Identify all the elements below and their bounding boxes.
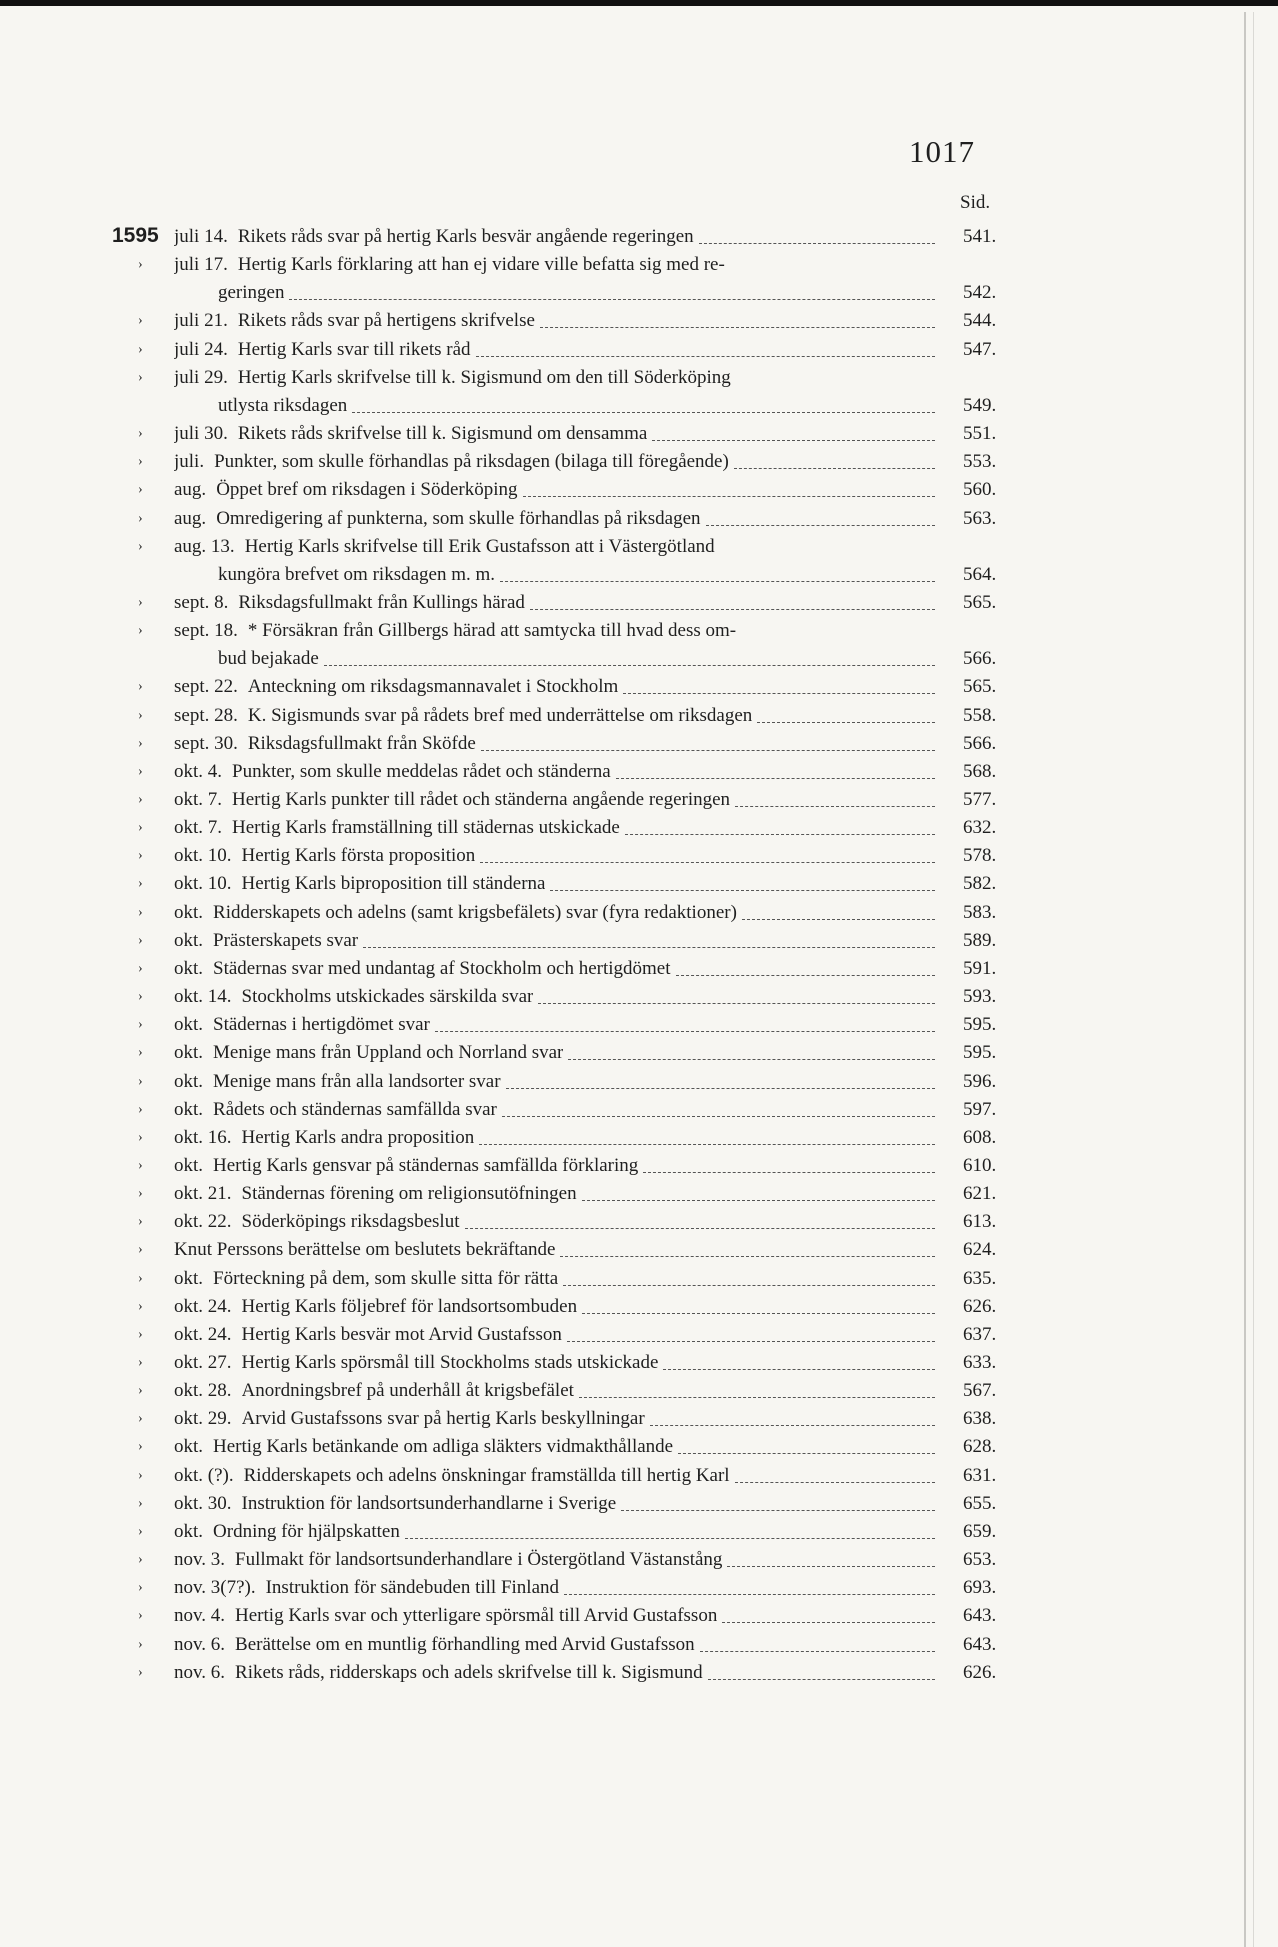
ditto-mark: › [138,1636,143,1652]
entry-page-number: 578. [963,845,997,867]
entry-date: okt. [174,1098,204,1120]
entry-page-number: 633. [963,1352,997,1373]
toc-entry [174,449,939,475]
ditto-mark: › [138,1242,143,1258]
toc-entry [174,731,939,757]
entry-title: K. Sigismunds svar på rådets bref med underrättelse om riksdagen [247,704,753,726]
entry-page-number: 566. [963,732,997,754]
entry-title: Menige mans från alla landsorter svar [213,1070,501,1092]
ditto-mark: › [138,960,143,976]
dot-leader [289,298,935,300]
dot-leader [465,1227,936,1229]
entry-date: okt. 24. [174,1295,232,1317]
entry-title: Hertig Karls besvär mot Arvid Gustafsson [241,1323,562,1345]
entry-date: okt. [174,1436,204,1458]
entry-page-number: 566. [963,648,997,670]
toc-entry [174,1519,939,1545]
entry-title: * Försäkran från Gillbergs härad att samtycka till hvad dess om- [247,620,737,642]
toc-entry [174,1378,939,1404]
entry-page-number: 621. [963,1183,997,1205]
toc-entry [174,1603,939,1629]
toc-entry [174,1463,939,1489]
dot-leader [567,1340,935,1342]
ditto-mark: › [138,454,143,470]
entry-title: Hertig Karls första proposition [241,845,476,867]
toc-entry [174,843,939,869]
entry-date: nov. 6. [174,1661,226,1683]
ditto-mark: › [138,257,143,273]
toc-entry [174,1406,939,1432]
entry-date: okt. [174,1520,204,1542]
toc-entry [174,252,939,278]
entry-date: okt. [174,901,204,923]
entry-title: Hertig Karls spörsmål till Stockholms stads utskickade [241,1352,659,1373]
entry-title: Riksdagsfullmakt från Kullings härad [238,591,525,613]
entry-page-number: 564. [963,563,997,585]
ditto-mark: › [138,1355,143,1370]
entry-date: nov. 6. [174,1633,226,1655]
entry-title: Rikets råds svar på hertigens skrifvelse [237,310,535,332]
entry-page-number: 567. [963,1380,997,1402]
dot-leader [564,1593,935,1595]
entry-date: sept. 18. [174,620,238,642]
toc-entry [174,308,939,334]
ditto-mark: › [138,1270,143,1286]
dot-leader [735,805,935,807]
entry-date: okt. 21. [174,1183,232,1205]
dot-leader [742,918,935,920]
toc-entry [174,590,939,616]
dot-leader [502,1115,935,1117]
entry-date: sept. 30. [174,732,238,754]
toc-entry [174,1097,939,1123]
dot-leader [643,1171,935,1173]
toc-entry [174,1266,939,1292]
entry-title: Instruktion för sändebuden till Finland [265,1577,560,1599]
toc-entry [174,674,939,700]
entry-title: Hertig Karls betänkande om adliga släkters vidmakthållande [213,1436,674,1458]
dot-leader [623,692,935,694]
page-edge-rule [1244,12,1246,1947]
page-column-header: Sid. [960,192,991,213]
entry-title: Städernas i hertigdömet svar [213,1014,430,1036]
dot-leader [708,1678,935,1680]
toc-entry [174,871,939,897]
ditto-mark: › [138,989,143,1005]
dot-leader [540,326,935,328]
ditto-mark: › [138,1495,143,1511]
dot-leader [616,777,935,779]
dot-leader [538,1002,935,1004]
toc-entry [174,1040,939,1066]
ditto-mark: › [138,1157,143,1173]
entry-page-number: 560. [963,479,997,501]
ditto-mark: › [138,679,143,695]
entry-date: okt. 10. [174,845,232,867]
entry-date: okt. [174,929,204,951]
entry-title: bud bejakade [218,648,319,670]
entry-title: Arvid Gustafssons svar på hertig Karls beskyllningar [241,1408,645,1430]
toc-entry [174,1660,939,1686]
entry-date: okt. 30. [174,1492,232,1514]
ditto-mark: › [138,426,143,442]
entry-page-number: 547. [963,338,997,360]
entry-title: Anordningsbref på underhåll åt krigsbefälet [241,1380,574,1402]
entry-date: juli 21. [174,310,228,332]
entry-title: Rikets råds skrifvelse till k. Sigismund om densamma [237,423,648,445]
toc-entry [174,815,939,841]
entry-date: okt. [174,1154,204,1176]
ditto-mark: › [138,1045,143,1061]
entry-date: okt. 14. [174,986,232,1008]
entry-date: okt. 4. [174,760,223,782]
toc-entry [174,337,939,363]
ditto-mark: › [138,369,143,385]
ditto-mark: › [138,707,143,723]
dot-leader [324,664,935,666]
entry-title: Förteckning på dem, som skulle sitta för rätta [213,1267,559,1289]
toc-entry [174,224,939,250]
entry-date: okt. [174,1042,204,1064]
entry-page-number: 577. [963,789,997,810]
entry-page-number: 544. [963,310,997,332]
toc-entry [174,703,939,729]
entry-title: Punkter, som skulle förhandlas på riksdagen (bilaga till föregående) [214,451,729,473]
dot-leader [722,1621,935,1623]
entry-page-number: 632. [963,817,997,839]
entry-date: juli 14. [174,226,228,247]
toc-entry [174,1575,939,1601]
toc-entry [174,1209,939,1235]
toc-entry [174,984,939,1010]
ditto-mark: › [138,763,143,779]
dot-leader [363,946,935,948]
entry-page-number: 653. [963,1549,997,1571]
ditto-mark: › [138,510,143,526]
entry-date: nov. 3(7?). [174,1577,256,1599]
ditto-mark: › [138,1186,143,1202]
dot-leader [735,1481,935,1483]
entry-page-number: 589. [963,929,997,951]
ditto-mark: › [138,1073,143,1089]
entry-title: Ständernas förening om religionsutöfningen [241,1183,577,1205]
entry-title: Hertig Karls andra proposition [241,1126,475,1148]
toc-entry [174,421,939,447]
toc-entry [174,1547,939,1573]
entry-title: Städernas svar med undantag af Stockholm och hertigdömet [213,957,671,979]
dot-leader [506,1087,935,1089]
entry-title: Hertig Karls svar och ytterligare spörsmål till Arvid Gustafsson [235,1605,718,1627]
dot-leader [757,721,935,723]
entry-title: Punkter, som skulle meddelas rådet och ständerna [232,760,611,782]
ditto-mark: › [138,341,143,357]
entry-page-number: 631. [963,1464,997,1486]
entry-date: juli 30. [174,423,228,445]
ditto-mark: › [138,1608,143,1624]
entry-page-number: 553. [963,451,997,473]
ditto-mark: › [138,482,143,498]
entry-date: okt. [174,1070,204,1092]
entry-date: nov. 4. [174,1605,226,1627]
dot-leader [582,1199,935,1201]
entry-date: okt. 7. [174,817,223,839]
ditto-mark: › [138,932,143,948]
toc-entry [174,900,939,926]
toc-entry-continuation [218,280,939,306]
entry-date: juli 17. [174,254,228,276]
toc-entry [174,1181,939,1207]
ditto-mark: › [138,1214,143,1230]
entry-page-number: 597. [963,1098,997,1120]
dot-leader [699,242,935,244]
toc-entry [174,1294,939,1320]
ditto-mark: › [138,594,143,610]
dot-leader [568,1058,935,1060]
entry-title: Hertig Karls punkter till rådet och ständerna angående regeringen [232,789,731,810]
ditto-mark: › [138,1101,143,1117]
entry-page-number: 610. [963,1154,997,1176]
entry-title: Hertig Karls biproposition till ständerna [241,873,546,895]
ditto-mark: › [138,1017,143,1033]
dot-leader [435,1030,935,1032]
entry-date: okt. [174,1014,204,1036]
entry-title: Ridderskapets och adelns önskningar framställda till hertig Karl [243,1464,730,1486]
dot-leader [579,1396,935,1398]
entry-page-number: 565. [963,676,997,698]
entry-date: sept. 28. [174,704,238,726]
entry-date: nov. 3. [174,1549,226,1571]
toc-entry [174,1125,939,1151]
dot-leader [500,580,935,582]
dot-leader [678,1452,935,1454]
dot-leader [676,974,936,976]
entry-page-number: 693. [963,1577,997,1599]
entry-date: okt. 29. [174,1408,232,1430]
entry-page-number: 558. [963,704,997,726]
toc-entry [174,928,939,954]
entry-title: Berättelse om en muntlig förhandling med Arvid Gustafsson [235,1633,695,1655]
dot-leader [560,1255,935,1257]
ditto-mark: › [138,1298,143,1314]
toc-entry-continuation [218,393,939,419]
toc-entry [174,759,939,785]
entry-date: okt. 10. [174,873,232,895]
entry-title: Instruktion för landsortsunderhandlarne i Sverige [241,1492,617,1514]
dot-leader [563,1284,935,1286]
ditto-mark: › [138,820,143,836]
toc-entry [174,365,939,391]
entry-page-number: 626. [963,1661,997,1683]
ditto-mark: › [138,904,143,920]
entry-title: Söderköpings riksdagsbeslut [241,1211,460,1233]
toc-entry-continuation [218,646,939,672]
dot-leader [476,355,935,357]
entry-title: Fullmakt för landsortsunderhandlare i Östergötland Västanstång [235,1549,723,1571]
entry-date: okt. 28. [174,1380,232,1402]
entry-page-number: 643. [963,1605,997,1627]
entry-title: Knut Perssons berättelse om beslutets bekräftande [174,1239,556,1261]
entry-page-number: 655. [963,1492,997,1514]
entry-title: Hertig Karls skrifvelse till k. Sigismund om den till Söderköping [237,366,731,388]
dot-leader [663,1368,935,1370]
toc-entry [174,1322,939,1348]
toc-entry [174,1491,939,1517]
entry-title: geringen [218,282,285,304]
entry-page-number: 643. [963,1633,997,1655]
dot-leader [582,1312,935,1314]
entry-page-number: 626. [963,1295,997,1317]
ditto-mark: › [138,848,143,864]
entry-title: kungöra brefvet om riksdagen m. m. [218,563,496,585]
ditto-mark: › [138,1523,143,1539]
entry-date: okt. (?). [174,1464,234,1486]
entry-page-number: 593. [963,986,997,1008]
toc-entry [174,506,939,532]
entry-title: Omredigering af punkterna, som skulle förhandlas på riksdagen [216,507,701,529]
entry-title: Hertig Karls skrifvelse till Erik Gustafsson att i Västergötland [244,535,715,557]
entry-page-number: 591. [963,957,997,979]
ditto-mark: › [138,1439,143,1455]
ditto-mark: › [138,1129,143,1145]
toc-entry [174,1350,939,1376]
entry-page-number: 549. [963,394,997,416]
entry-date: okt. 22. [174,1211,232,1233]
entry-title: Anteckning om riksdagsmannavalet i Stockholm [247,676,619,698]
entry-page-number: 596. [963,1070,997,1092]
dot-leader [652,439,935,441]
entry-date: okt. 24. [174,1323,232,1345]
entry-page-number: 628. [963,1436,997,1458]
entry-page-number: 595. [963,1042,997,1064]
toc-entry [174,477,939,503]
entry-page-number: 637. [963,1323,997,1345]
entry-date: okt. 7. [174,789,223,810]
ditto-mark: › [138,792,143,807]
entry-title: Menige mans från Uppland och Norrland svar [213,1042,564,1064]
ditto-mark: › [138,1467,143,1483]
dot-leader [650,1424,935,1426]
entry-date: juli. [174,451,205,473]
ditto-mark: › [138,1664,143,1680]
dot-leader [480,861,935,863]
entry-date: juli 24. [174,338,228,360]
entry-page-number: 624. [963,1239,997,1261]
dot-leader [550,889,935,891]
entry-page-number: 565. [963,591,997,613]
ditto-mark: › [138,1552,143,1568]
dot-leader [481,749,935,751]
entry-title: Ridderskapets och adelns (samt krigsbefälets) svar (fyra redaktioner) [213,901,737,923]
dot-leader [625,833,935,835]
entry-title: Hertig Karls följebref för landsortsombuden [241,1295,578,1317]
ditto-mark: › [138,538,143,554]
ditto-mark: › [138,1326,143,1342]
ditto-mark: › [138,313,143,329]
entry-page-number: 638. [963,1408,997,1430]
entry-date: okt. 27. [174,1352,232,1373]
dot-leader [621,1509,935,1511]
entry-date: aug. [174,479,207,501]
dot-leader [352,411,935,413]
entry-page-number: 635. [963,1267,997,1289]
entry-title: Öppet bref om riksdagen i Söderköping [216,479,518,501]
entry-title: Rådets och ständernas samfällda svar [213,1098,497,1120]
page-number: 1017 [909,134,975,169]
entry-page-number: 563. [963,507,997,529]
dot-leader [734,467,935,469]
ditto-mark: › [138,1383,143,1399]
entry-title: utlysta riksdagen [218,394,348,416]
entry-page-number: 613. [963,1211,997,1233]
entry-page-number: 542. [963,282,997,304]
entry-date: sept. 22. [174,676,238,698]
entry-title: Riksdagsfullmakt från Sköfde [247,732,476,754]
entry-date: sept. 8. [174,591,229,613]
entry-date: aug. 13. [174,535,235,557]
entry-page-number: 583. [963,901,997,923]
year-label: 1595 [112,224,159,247]
toc-entry [174,1434,939,1460]
toc-entry [174,787,939,813]
dot-leader [479,1143,935,1145]
entry-page-number: 568. [963,760,997,782]
dot-leader [405,1537,935,1539]
toc-entry [174,1012,939,1038]
entry-title: Rikets råds, ridderskaps och adels skrifvelse till k. Sigismund [235,1661,703,1683]
entry-page-number: 582. [963,873,997,895]
dot-leader [700,1650,935,1652]
toc-entry-continuation [218,562,939,588]
entry-title: Hertig Karls gensvar på ständernas samfällda förklaring [213,1154,639,1176]
entry-date: juli 29. [174,366,228,388]
entry-date: okt. [174,1267,204,1289]
ditto-mark: › [138,735,143,751]
entry-page-number: 595. [963,1014,997,1036]
toc-entry [174,1237,939,1263]
entry-date: aug. [174,507,207,529]
entry-title: Hertig Karls svar till rikets råd [237,338,471,360]
toc-entry [174,1069,939,1095]
dot-leader [706,524,935,526]
toc-entry [174,1153,939,1179]
entry-date: okt. [174,957,204,979]
toc-entry [174,956,939,982]
entry-title: Hertig Karls framställning till städernas utskickade [232,817,620,839]
ditto-mark: › [138,876,143,892]
dot-leader [727,1565,935,1567]
entry-title: Rikets råds svar på hertig Karls besvär angående regeringen [237,226,694,247]
toc-entry [174,618,939,644]
dot-leader [530,608,935,610]
entry-page-number: 541. [963,226,997,247]
entry-title: Ordning för hjälpskatten [213,1520,400,1542]
ditto-mark: › [138,1580,143,1596]
page-edge-rule-inner [1253,12,1254,1947]
entry-title: Hertig Karls förklaring att han ej vidare ville befatta sig med re- [237,254,725,276]
entry-title: Stockholms utskickades särskilda svar [241,986,534,1008]
dot-leader [523,495,936,497]
entry-date: okt. 16. [174,1126,232,1148]
entry-page-number: 551. [963,423,997,445]
entry-title: Prästerskapets svar [213,929,359,951]
entry-page-number: 608. [963,1126,997,1148]
toc-entry [174,534,939,560]
ditto-mark: › [138,1411,143,1427]
entry-page-number: 659. [963,1520,997,1542]
toc-entry [174,1632,939,1658]
ditto-mark: › [138,623,143,639]
